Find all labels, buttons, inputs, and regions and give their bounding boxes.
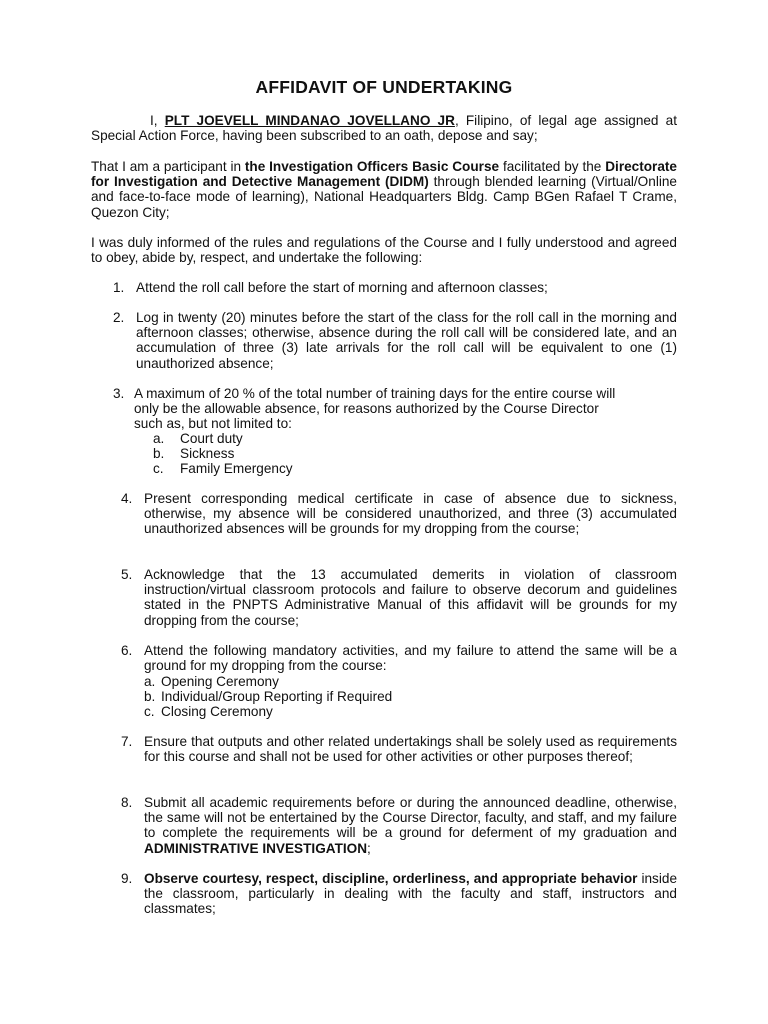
- sub-item-letter: b.: [144, 689, 156, 704]
- sub-item-text: Opening Ceremony: [161, 674, 279, 689]
- item-text: Acknowledge that the 13 accumulated demerits in violation of classroom instruction/virtual classroom protocols and failure to observe decorum and guidelines stated in the PNPTS Administrative Manual of this affidavit will be grounds for my dropping from the course;: [144, 567, 677, 628]
- item-number: 2.: [113, 310, 125, 325]
- item-number: 4.: [121, 491, 133, 506]
- participation-paragraph: [91, 159, 677, 220]
- item-number: 7.: [121, 734, 133, 749]
- intro-prefix: I,: [150, 113, 165, 128]
- sub-item-text: Closing Ceremony: [161, 704, 273, 719]
- intro-paragraph: [91, 113, 677, 143]
- item-text: Log in twenty (20) minutes before the start of the class for the roll call in the morning and afternoon classes; otherwise, absence during the roll call will be considered late, and an accumulation of three (3) late arrivals for the roll call will be equivalent to one (1) unauthorized absence;: [136, 310, 677, 371]
- item-number: 5.: [121, 567, 133, 582]
- rules-paragraph: I was duly informed of the rules and regulations of the Course and I fully understood and agreed to obey, abide by, respect, and undertake the following:: [91, 235, 677, 266]
- sub-item-letter: a.: [144, 674, 156, 689]
- sub-item-letter: c.: [153, 461, 164, 476]
- sub-item-text: Individual/Group Reporting if Required: [161, 689, 393, 704]
- item-text-line: A maximum of 20 % of the total number of training days for the entire course will: [134, 386, 616, 401]
- document-title: AFFIDAVIT OF UNDERTAKING: [255, 77, 513, 97]
- item-text-rest: inside the classroom, particularly in dealing with the faculty and staff, instructors and classmates;: [144, 871, 677, 917]
- sub-item-text: Court duty: [180, 431, 243, 446]
- item-text: Ensure that outputs and other related undertakings shall be solely used as requirements for this course and shall not be used for other activities or other purposes thereof;: [144, 734, 677, 765]
- sub-item-letter: b.: [153, 446, 165, 461]
- item-text-line: only be the allowable absence, for reasons authorized by the Course Director: [134, 401, 599, 417]
- item-text: Attend the following mandatory activities, and my failure to attend the same will be a ground for my dropping from the course:: [144, 643, 677, 674]
- item-text: [144, 871, 677, 917]
- item-text-line: such as, but not limited to:: [134, 416, 292, 432]
- item-number: 3.: [113, 386, 125, 401]
- directorate-name: Directorate for Investigation and Detective Management (DIDM): [91, 159, 677, 190]
- conduct-emphasis: Observe courtesy, respect, discipline, orderliness, and appropriate behavior: [144, 871, 638, 886]
- sub-item-letter: a.: [153, 431, 165, 446]
- item-text: Present corresponding medical certificate in case of absence due to sickness, otherwise, my absence will be considered unauthorized, and three (3) accumulated unauthorized absences will be grounds for my dropping from the course;: [144, 491, 677, 537]
- item-number: 6.: [121, 643, 133, 658]
- item-text-part: Submit all academic requirements before or during the announced deadline, otherwise, the same will not be entertained by the Course Director, faculty, and staff, and my failure to complete the requirements will be a ground for deferment of my graduation and: [144, 795, 677, 841]
- para2-text-e: through blended learning (Virtual/Online and face-to-face mode of learning), National Headquarters Bldg. Camp BGen Rafael T Crame, Quezon City;: [91, 174, 677, 220]
- sub-item-letter: c.: [144, 704, 155, 719]
- administrative-investigation: ADMINISTRATIVE INVESTIGATION: [144, 840, 368, 856]
- item-number: 8.: [121, 795, 133, 810]
- para2-text-a: That I am a participant in: [91, 159, 245, 174]
- item-text-end: ;: [367, 840, 371, 856]
- item-number: 9.: [121, 871, 133, 886]
- item-number: 1.: [113, 280, 125, 295]
- course-name: the Investigation Officers Basic Course: [244, 159, 500, 174]
- para2-text-c: facilitated by the: [499, 159, 606, 174]
- item-text: Attend the roll call before the start of morning and afternoon classes;: [136, 280, 548, 295]
- intro-suffix: , Filipino, of legal age assigned at Special Action Force, having been subscribed to an oath, depose and say;: [91, 113, 677, 144]
- item-text: [144, 795, 677, 856]
- affiant-name: PLT JOEVELL MINDANAO JOVELLANO JR: [164, 113, 455, 128]
- sub-item-text: Sickness: [180, 446, 235, 461]
- sub-item-text: Family Emergency: [180, 461, 293, 476]
